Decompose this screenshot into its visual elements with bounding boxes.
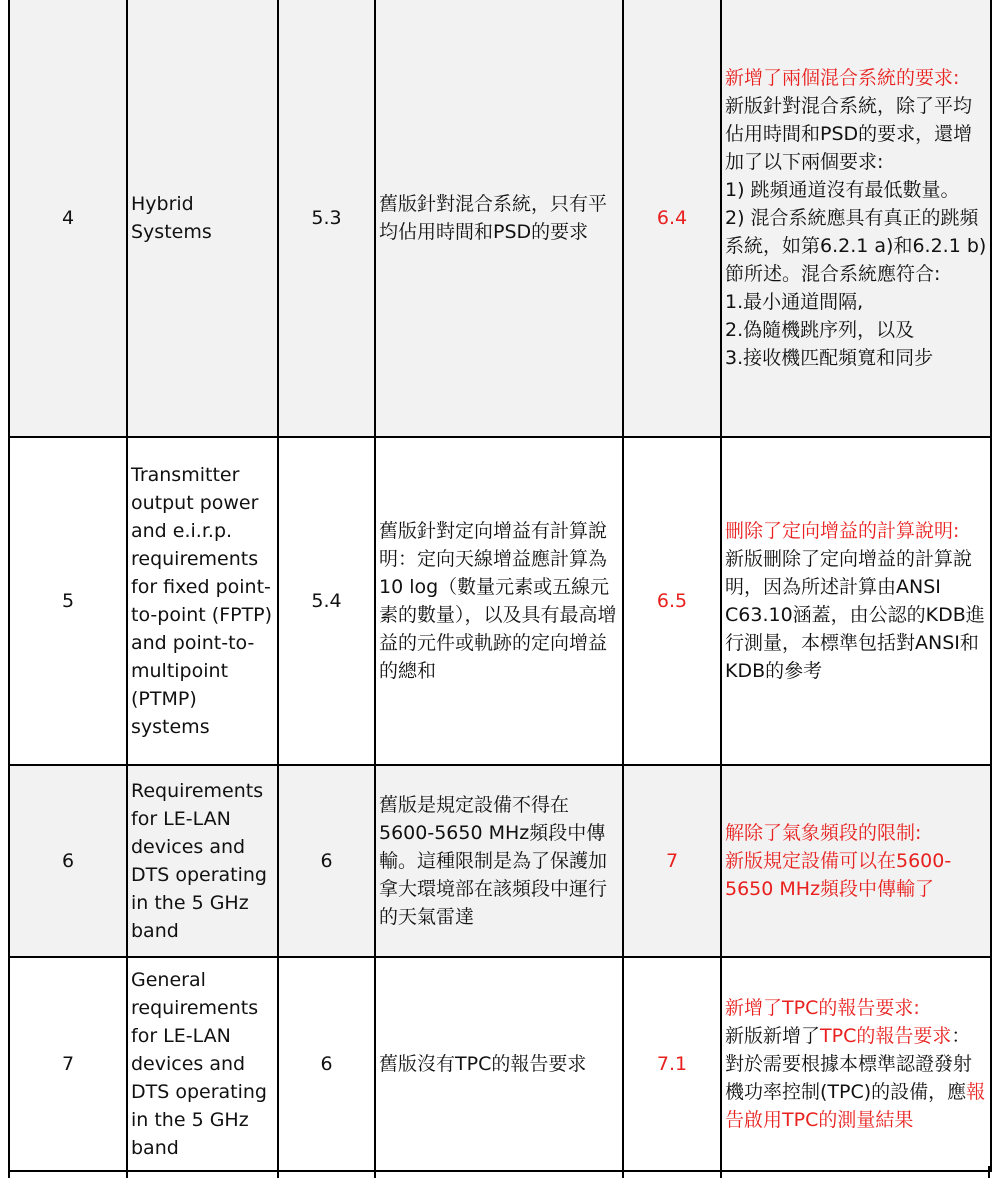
change-description	[721, 437, 991, 765]
change-description	[721, 957, 991, 1171]
change-part-highlight: TPC的報告要求	[820, 1025, 952, 1047]
next-row-stub	[8, 1166, 990, 1178]
change-line: 新版刪除了定向增益的計算說明，因為所述計算由ANSI C63.10涵蓋，由公認的KDB進行測量，本標準包括對ANSI和KDB的參考	[725, 548, 985, 682]
change-line	[725, 1022, 987, 1134]
change-line: 新版規定設備可以在5600-5650 MHz頻段中傳輸了	[725, 850, 952, 900]
change-line: 新版針對混合系統，除了平均佔用時間和PSD的要求，還增加了以下兩個要求:	[725, 95, 973, 173]
change-description	[721, 0, 991, 437]
table-row	[9, 957, 991, 1171]
table-row	[9, 437, 991, 765]
old-clause: 5.3	[278, 0, 375, 437]
old-description: 舊版是規定設備不得在5600-5650 MHz頻段中傳輸。這種限制是為了保護加拿大環境部在該頻段中運行的天氣雷達	[375, 765, 623, 957]
change-heading: 解除了氣象頻段的限制:	[725, 822, 922, 844]
change-heading: 新增了兩個混合系統的要求:	[725, 67, 960, 89]
change-part: 新版新增了	[725, 1025, 821, 1047]
change-description	[721, 765, 991, 957]
change-part-highlight: 報告啟用TPC的測量結果	[725, 1081, 986, 1131]
standard-changes-table	[8, 0, 992, 1172]
row-title: General requirements for LE-LAN devices and DTS operating in the 5 GHz band	[127, 957, 278, 1171]
new-clause: 7.1	[623, 957, 721, 1171]
new-clause: 6.5	[623, 437, 721, 765]
new-clause: 6.4	[623, 0, 721, 437]
old-clause: 6	[278, 957, 375, 1171]
old-description: 舊版針對混合系統，只有平均佔用時間和PSD的要求	[375, 0, 623, 437]
row-number: 4	[9, 0, 127, 437]
row-number: 7	[9, 957, 127, 1171]
table-row	[9, 0, 991, 437]
old-description: 舊版沒有TPC的報告要求	[375, 957, 623, 1171]
table-row	[9, 765, 991, 957]
change-line: 1.最小通道間隔,	[725, 291, 864, 313]
change-line: 3.接收機匹配頻寬和同步	[725, 347, 934, 369]
old-clause: 5.4	[278, 437, 375, 765]
change-line: 2) 混合系統應具有真正的跳頻系統，如第6.2.1 a)和6.2.1 b)節所述。混合系統應符合:	[725, 207, 987, 285]
row-number: 5	[9, 437, 127, 765]
change-line: 2.偽隨機跳序列，以及	[725, 319, 915, 341]
old-description: 舊版針對定向增益有計算說明：定向天線增益應計算為10 log（數量元素或五線元素的數量），以及具有最高增益的元件或軌跡的定向增益的總和	[375, 437, 623, 765]
row-title: Requirements for LE-LAN devices and DTS operating in the 5 GHz band	[127, 765, 278, 957]
row-title: Hybrid Systems	[127, 0, 278, 437]
new-clause: 7	[623, 765, 721, 957]
old-clause: 6	[278, 765, 375, 957]
change-line: 1) 跳頻通道沒有最低數量。	[725, 179, 960, 201]
change-heading: 新增了TPC的報告要求:	[725, 997, 920, 1019]
row-number: 6	[9, 765, 127, 957]
row-title: Transmitter output power and e.i.r.p. requirements for fixed point-to-point (FPTP) and point-to-multipoint (PTMP) systems	[127, 437, 278, 765]
change-part: ：對於需要根據本標準認證發射機功率控制(TPC)的設備，應	[725, 1025, 973, 1103]
change-heading: 刪除了定向增益的計算說明:	[725, 520, 960, 542]
